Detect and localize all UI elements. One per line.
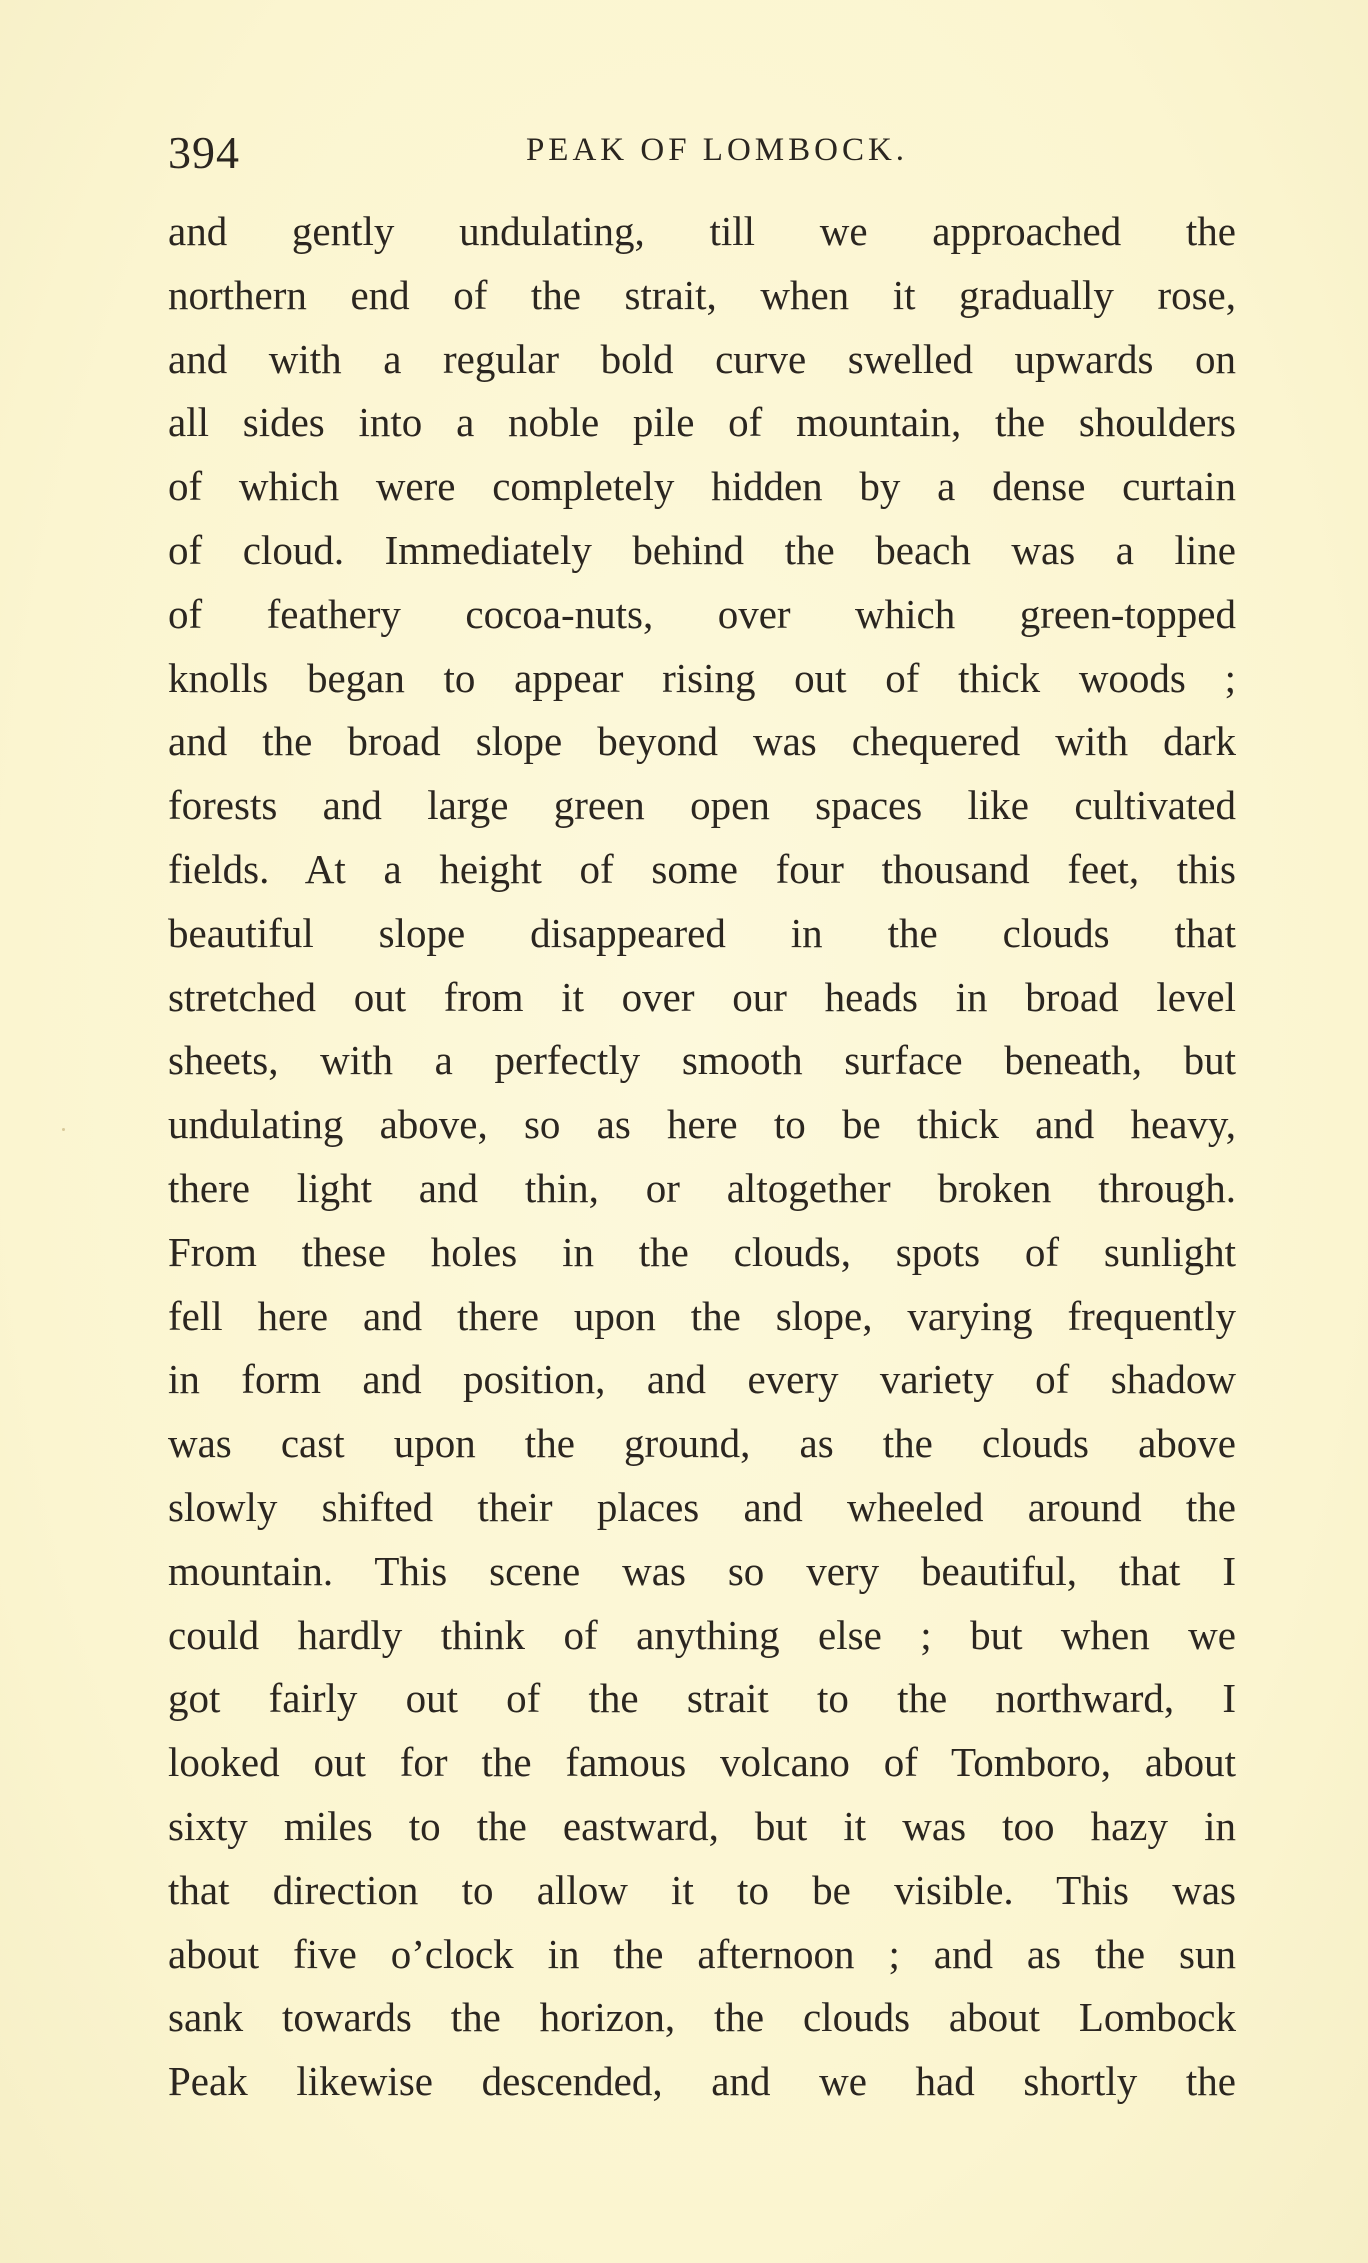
paper-speck	[62, 1128, 65, 1131]
text-line: in form and position, and every variety of shadow	[168, 1356, 1236, 1403]
text-line: Peak likewise descended, and we had shortly the	[168, 2058, 1236, 2105]
text-line: got fairly out of the strait to the northward, I	[168, 1675, 1236, 1722]
text-line: there light and thin, or altogether broken through.	[168, 1164, 1236, 1211]
body-text	[168, 200, 1236, 2114]
page-number: 394	[168, 127, 240, 178]
text-line: knolls began to appear rising out of thick woods ;	[168, 654, 1236, 701]
text-line: was cast upon the ground, as the clouds above	[168, 1420, 1236, 1467]
text-line: mountain. This scene was so very beautiful, that I	[168, 1547, 1236, 1594]
text-line: of cloud. Immediately behind the beach was a line	[168, 526, 1236, 573]
text-line: fell here and there upon the slope, varying frequently	[168, 1292, 1236, 1339]
text-line: of which were completely hidden by a dense curtain	[168, 463, 1236, 510]
text-line: sank towards the horizon, the clouds about Lombock	[168, 1994, 1236, 2041]
text-line: and with a regular bold curve swelled upwards on	[168, 335, 1236, 382]
running-head: PEAK OF LOMBOCK.	[525, 132, 909, 168]
text-line: From these holes in the clouds, spots of sunlight	[168, 1228, 1236, 1275]
text-line: sixty miles to the eastward, but it was too hazy in	[168, 1802, 1236, 1849]
text-line: northern end of the strait, when it gradually rose,	[168, 271, 1236, 318]
page-header	[168, 120, 1236, 180]
text-line: stretched out from it over our heads in broad level	[168, 973, 1236, 1020]
text-line: that direction to allow it to be visible. This was	[168, 1866, 1236, 1913]
text-line: beautiful slope disappeared in the clouds that	[168, 909, 1236, 956]
text-line: looked out for the famous volcano of Tomboro, about	[168, 1739, 1236, 1786]
text-line: of feathery cocoa-nuts, over which green-topped	[168, 590, 1236, 637]
text-line: and gently undulating, till we approached the	[168, 208, 1236, 254]
text-line: and the broad slope beyond was chequered with dark	[168, 718, 1236, 765]
text-line: forests and large green open spaces like cultivated	[168, 782, 1236, 829]
text-line: about five o’clock in the afternoon ; and as the sun	[168, 1930, 1236, 1977]
text-line: fields. At a height of some four thousand feet, this	[168, 845, 1236, 892]
text-line: could hardly think of anything else ; but when we	[168, 1611, 1236, 1658]
text-line: sheets, with a perfectly smooth surface beneath, but	[168, 1037, 1236, 1084]
text-line: all sides into a noble pile of mountain, the shoulders	[168, 399, 1236, 446]
text-line: slowly shifted their places and wheeled around the	[168, 1483, 1236, 1530]
text-line: undulating above, so as here to be thick and heavy,	[168, 1101, 1236, 1148]
